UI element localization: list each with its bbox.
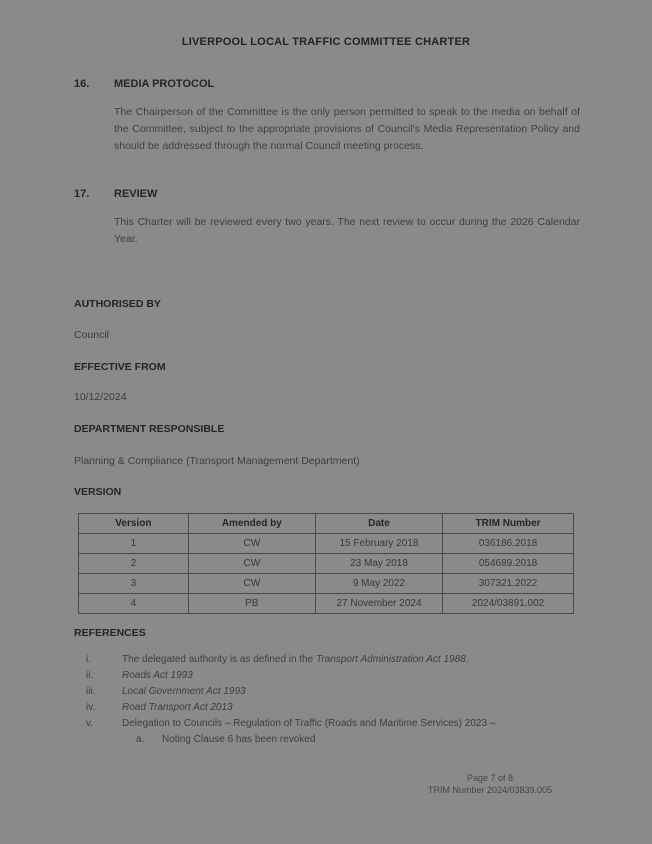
cell-amended-by: CW [188,554,315,574]
authorised-by-value: Council [74,329,110,341]
list-item [74,716,574,731]
effective-from-label: EFFECTIVE FROM [74,361,166,373]
list-item [74,668,574,683]
list-item [74,684,574,699]
list-item [74,700,574,715]
cell-amended-by: CW [188,574,315,594]
section-heading-text: REVIEW [114,188,158,200]
list-item-text-after: . [465,654,469,665]
version-label: VERSION [74,486,122,498]
column-header-trim-number: TRIM Number [443,514,574,534]
section-heading [74,188,580,200]
list-item [74,652,574,667]
list-item-act-title: Road Transport Act 2013 [122,702,233,713]
version-history-table [78,513,574,614]
column-header-date: Date [315,514,442,534]
cell-amended-by: PB [188,594,315,614]
section-body: The Chairperson of the Committee is the only person permitted to speak to the media on behalf of the Committee, subject to the appropriate provisions of Council's Media Representation Policy and should be addressed through the normal Council meeting process. [114,106,580,152]
department-responsible-label: DEPARTMENT RESPONSIBLE [74,423,225,435]
list-item-marker: iii. [86,686,96,697]
table-header-row [79,514,574,534]
page-title: LIVERPOOL LOCAL TRAFFIC COMMITTEE CHARTER [181,36,471,48]
list-item-marker: i. [86,654,91,665]
cell-trim-number: 054689.2018 [443,554,574,574]
cell-date: 9 May 2022 [315,574,442,594]
table-row [79,594,574,614]
column-header-version: Version [79,514,189,534]
section-heading-text: MEDIA PROTOCOL [114,78,215,90]
section-media-protocol [74,78,580,155]
section-body: This Charter will be reviewed every two years. The next review to occur during the 2026 Calendar Year. [114,216,580,245]
table-row [79,534,574,554]
cell-version: 4 [79,594,189,614]
list-item-marker: v. [86,718,94,729]
department-responsible-value: Planning & Compliance (Transport Management Department) [74,455,360,467]
list-sub-item [74,732,574,747]
list-item-marker: iv. [86,702,96,713]
cell-amended-by: CW [188,534,315,554]
cell-version: 2 [79,554,189,574]
cell-version: 3 [79,574,189,594]
cell-trim-number: 307321.2022 [443,574,574,594]
cell-date: 27 November 2024 [315,594,442,614]
list-sub-item-marker: a. [136,734,145,745]
list-sub-item-text: Noting Clause 6 has been revoked [162,734,316,745]
cell-date: 15 February 2018 [315,534,442,554]
list-item-marker: ii. [86,670,94,681]
table-row [79,554,574,574]
cell-date: 23 May 2018 [315,554,442,574]
cell-version: 1 [79,534,189,554]
footer-trim-number: TRIM Number 2024/03839.005 [427,785,553,795]
page-footer [400,772,580,796]
section-review [74,188,580,248]
list-item-act-title: Roads Act 1993 [122,670,193,681]
list-item-text: Delegation to Councils – Regulation of Traffic (Roads and Maritime Services) 2023 – [122,718,496,729]
list-item-act-title: Local Government Act 1993 [122,686,246,697]
list-item-act-title: Transport Administration Act 1988 [316,654,466,665]
references-heading: REFERENCES [74,627,146,639]
section-number: 17. [74,188,90,200]
table-row [79,574,574,594]
cell-trim-number: 2024/03891.002 [443,594,574,614]
section-number: 16. [74,78,90,90]
footer-page-number: Page 7 of 8 [466,773,514,783]
list-item-text: The delegated authority is as defined in the [122,654,317,665]
references-list [74,652,574,747]
effective-from-value: 10/12/2024 [74,391,127,403]
cell-trim-number: 036186.2018 [443,534,574,554]
column-header-amended-by: Amended by [188,514,315,534]
section-heading [74,78,580,90]
authorised-by-label: AUTHORISED BY [74,298,161,310]
